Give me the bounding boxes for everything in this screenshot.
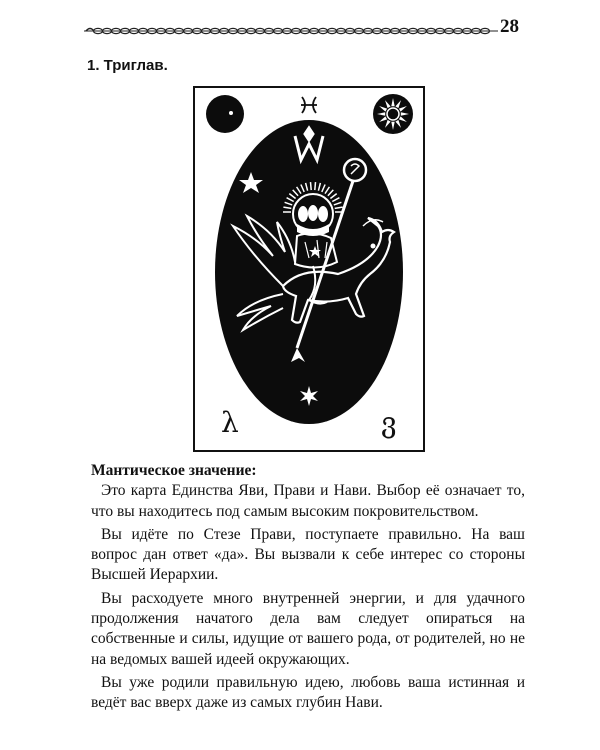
lambda-symbol: λ xyxy=(221,406,239,439)
zeta-symbol: ვ xyxy=(381,406,397,439)
section-title: 1. Триглав. xyxy=(87,57,168,74)
sun-icon xyxy=(373,94,413,134)
header-ornament xyxy=(84,26,498,36)
text-block xyxy=(91,461,525,717)
subhead: Мантическое значение: xyxy=(91,462,257,479)
paragraph: Вы уже родили правильную идею, любовь ваша истинная и ведёт вас вверх даже из самых глубин Нави. xyxy=(91,673,525,712)
card-illustration xyxy=(193,86,425,452)
paragraph: Это карта Единства Яви, Прави и Нави. Выбор её означает то, что вы находитесь под самым высоким покровительством. xyxy=(91,482,525,520)
moon-icon xyxy=(206,95,244,133)
paragraph: Вы расходуете много внутренней энергии, и для удачного продолжения начатого дела вам следует опираться на собственные и силы, идущие от вашего рода, от родителей, но не на ведомых вашей идеей окружающих. xyxy=(91,589,525,668)
page-number: 28 xyxy=(500,16,519,37)
paragraph: Вы идёте по Стезе Прави, поступаете правильно. На ваш вопрос дан ответ «да». Вы вызвали к себе интерес со стороны Высшей Иерархии. xyxy=(91,525,525,584)
